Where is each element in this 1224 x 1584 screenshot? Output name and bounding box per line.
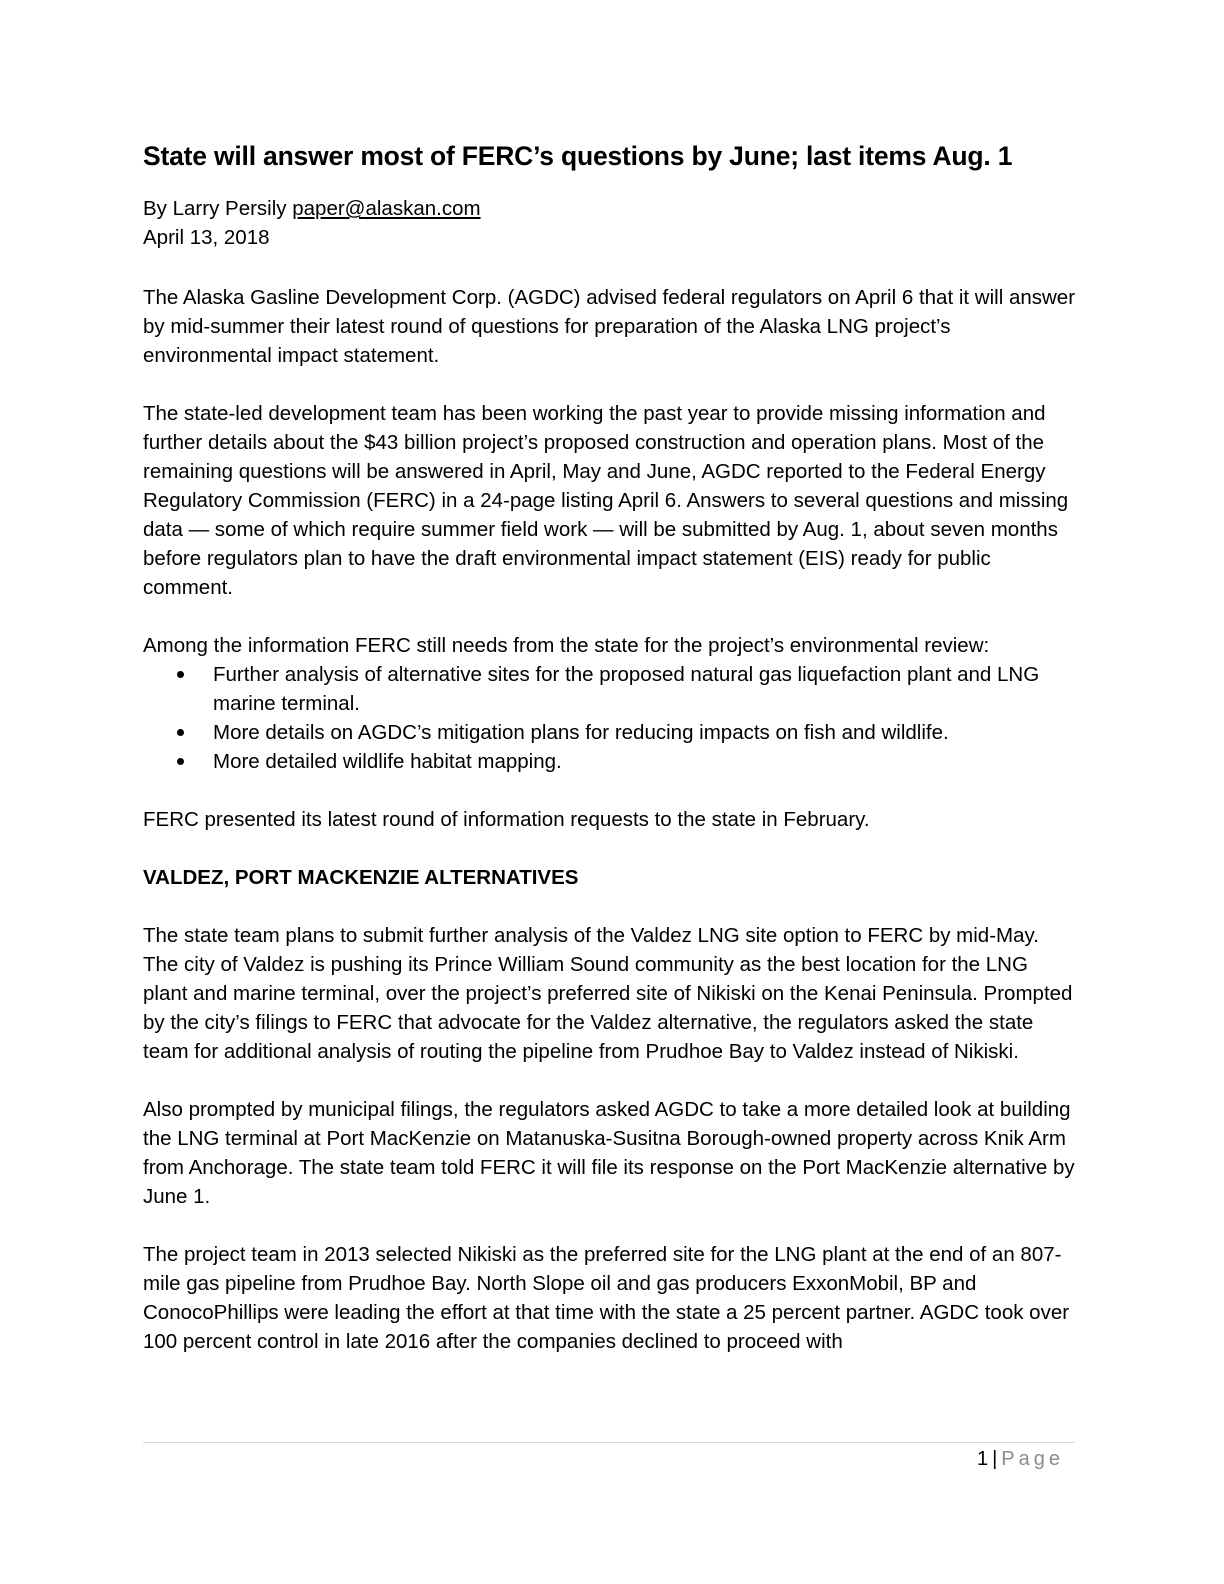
requirements-list-block bbox=[143, 631, 1077, 776]
list-item bbox=[143, 718, 1077, 747]
bullet-icon bbox=[177, 729, 184, 736]
paragraph-after-list: FERC presented its latest round of information requests to the state in February. bbox=[143, 808, 870, 831]
list-item bbox=[143, 660, 1077, 718]
bullet-list bbox=[143, 660, 1077, 776]
section-paragraph-2: Also prompted by municipal filings, the regulators asked AGDC to take a more detailed look at building the LNG terminal at Port MacKenzie on Matanuska-Susitna Borough-owned property across Knik Arm from Anchorage. The state team told FERC it will file its response on the Port MacKenzie alternative by June 1. bbox=[143, 1098, 1075, 1208]
byline-author: By Larry Persily bbox=[143, 197, 293, 220]
article-body bbox=[143, 138, 1077, 1385]
byline bbox=[143, 194, 1077, 223]
bullet-icon bbox=[177, 671, 184, 678]
page-number: 1 bbox=[976, 1448, 989, 1470]
page-label: Page bbox=[1001, 1448, 1064, 1470]
byline-block bbox=[143, 194, 1077, 252]
list-item-text: More details on AGDC’s mitigation plans for reducing impacts on fish and wildlife. bbox=[213, 721, 949, 744]
article-date: April 13, 2018 bbox=[143, 226, 270, 249]
section-paragraph-3: The project team in 2013 selected Nikiski as the preferred site for the LNG plant at the end of an 807-mile gas pipeline from Prudhoe Bay. North Slope oil and gas producers ExxonMobil, BP and ConocoPhillips were leading the effort at that time with the state a 25 percent partner. AGDC took over 100 percent control in late 2016 after the companies declined to proceed with bbox=[143, 1243, 1070, 1353]
page-separator: | bbox=[992, 1448, 998, 1470]
footer-divider bbox=[143, 1442, 1075, 1443]
list-item-text: More detailed wildlife habitat mapping. bbox=[213, 750, 562, 773]
author-email-link[interactable]: paper@alaskan.com bbox=[292, 197, 481, 220]
page-footer bbox=[977, 1446, 1064, 1472]
paragraph-2: The state-led development team has been working the past year to provide missing information and further details about the $43 billion project’s proposed construction and operation plans. Most of the remaining questions will be answered in April, May and June, AGDC reported to the Federal Energy Regulatory Commission (FERC) in a 24-page listing April 6. Answers to several questions and missing data — some of which require summer field work — will be submitted by Aug. 1, about seven months before regulators plan to have the draft environmental impact statement (EIS) ready for public comment. bbox=[143, 402, 1069, 599]
list-intro: Among the information FERC still needs from the state for the project’s environmental review: bbox=[143, 634, 990, 657]
paragraph-1: The Alaska Gasline Development Corp. (AGDC) advised federal regulators on April 6 that it will answer by mid-summer their latest round of questions for preparation of the Alaska LNG project’s environmental impact statement. bbox=[143, 286, 1076, 367]
list-item bbox=[143, 747, 1077, 776]
article-title: State will answer most of FERC’s questions by June; last items Aug. 1 bbox=[143, 141, 1013, 171]
bullet-icon bbox=[177, 758, 184, 765]
section-heading: VALDEZ, PORT MACKENZIE ALTERNATIVES bbox=[143, 866, 579, 889]
list-item-text: Further analysis of alternative sites for the proposed natural gas liquefaction plant and LNG marine terminal. bbox=[213, 663, 1040, 715]
section-paragraph-1: The state team plans to submit further analysis of the Valdez LNG site option to FERC by mid-May. The city of Valdez is pushing its Prince William Sound community as the best location for the LNG plant and marine terminal, over the project’s preferred site of Nikiski on the Kenai Peninsula. Prompted by the city’s filings to FERC that advocate for the Valdez alternative, the regulators asked the state team for additional analysis of routing the pipeline from Prudhoe Bay to Valdez instead of Nikiski. bbox=[143, 924, 1073, 1063]
